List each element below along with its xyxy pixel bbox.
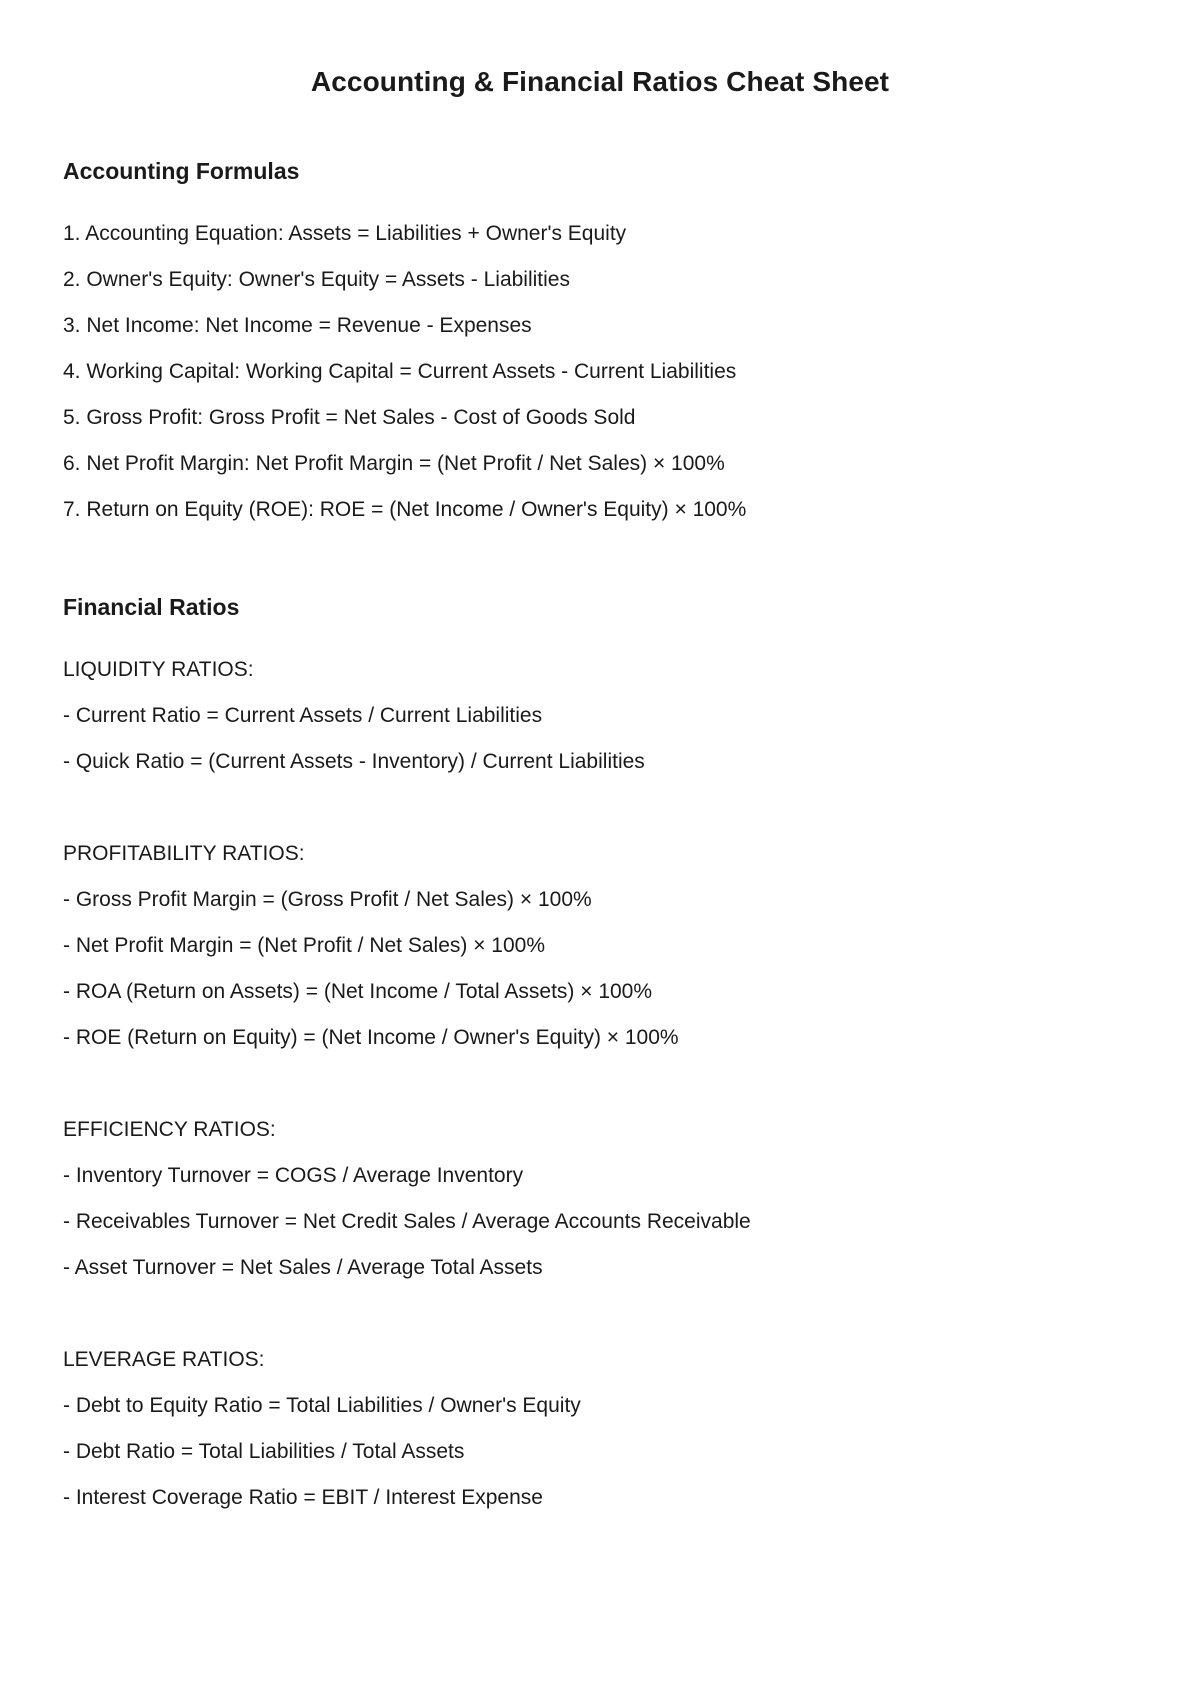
- ratio-line: - Asset Turnover = Net Sales / Average Total Assets: [63, 1256, 543, 1279]
- formula-line: 2. Owner's Equity: Owner's Equity = Assets - Liabilities: [63, 268, 570, 291]
- ratio-group-label-profitability: PROFITABILITY RATIOS:: [63, 842, 305, 865]
- ratio-line: - Net Profit Margin = (Net Profit / Net Sales) × 100%: [63, 934, 546, 957]
- document-title: Accounting & Financial Ratios Cheat Sheet: [310, 66, 890, 97]
- ratio-line: - ROA (Return on Assets) = (Net Income / Total Assets) × 100%: [63, 980, 653, 1003]
- ratio-group-label-leverage: LEVERAGE RATIOS:: [63, 1348, 265, 1371]
- ratio-line: - Debt Ratio = Total Liabilities / Total Assets: [63, 1440, 465, 1463]
- section-heading-accounting: Accounting Formulas: [63, 158, 300, 184]
- formula-line: 7. Return on Equity (ROE): ROE = (Net Income / Owner's Equity) × 100%: [63, 498, 747, 521]
- ratio-group-label-efficiency: EFFICIENCY RATIOS:: [63, 1118, 276, 1141]
- ratio-group-label-liquidity: LIQUIDITY RATIOS:: [63, 658, 254, 681]
- ratio-line: - Receivables Turnover = Net Credit Sales / Average Accounts Receivable: [63, 1210, 751, 1233]
- ratio-line: - Gross Profit Margin = (Gross Profit / Net Sales) × 100%: [63, 888, 592, 911]
- ratio-line: - Inventory Turnover = COGS / Average Inventory: [63, 1164, 524, 1187]
- formula-line: 1. Accounting Equation: Assets = Liabilities + Owner's Equity: [63, 222, 627, 245]
- formula-line: 5. Gross Profit: Gross Profit = Net Sales - Cost of Goods Sold: [63, 406, 636, 429]
- formula-line: 4. Working Capital: Working Capital = Current Assets - Current Liabilities: [63, 360, 737, 383]
- formula-line: 3. Net Income: Net Income = Revenue - Expenses: [63, 314, 532, 337]
- ratio-line: - ROE (Return on Equity) = (Net Income / Owner's Equity) × 100%: [63, 1026, 679, 1049]
- ratio-line: - Current Ratio = Current Assets / Current Liabilities: [63, 704, 543, 727]
- section-heading-ratios: Financial Ratios: [63, 594, 240, 620]
- formula-line: 6. Net Profit Margin: Net Profit Margin = (Net Profit / Net Sales) × 100%: [63, 452, 725, 475]
- ratio-line: - Interest Coverage Ratio = EBIT / Interest Expense: [63, 1486, 543, 1509]
- ratio-line: - Debt to Equity Ratio = Total Liabilities / Owner's Equity: [63, 1394, 581, 1417]
- ratio-line: - Quick Ratio = (Current Assets - Inventory) / Current Liabilities: [63, 750, 645, 773]
